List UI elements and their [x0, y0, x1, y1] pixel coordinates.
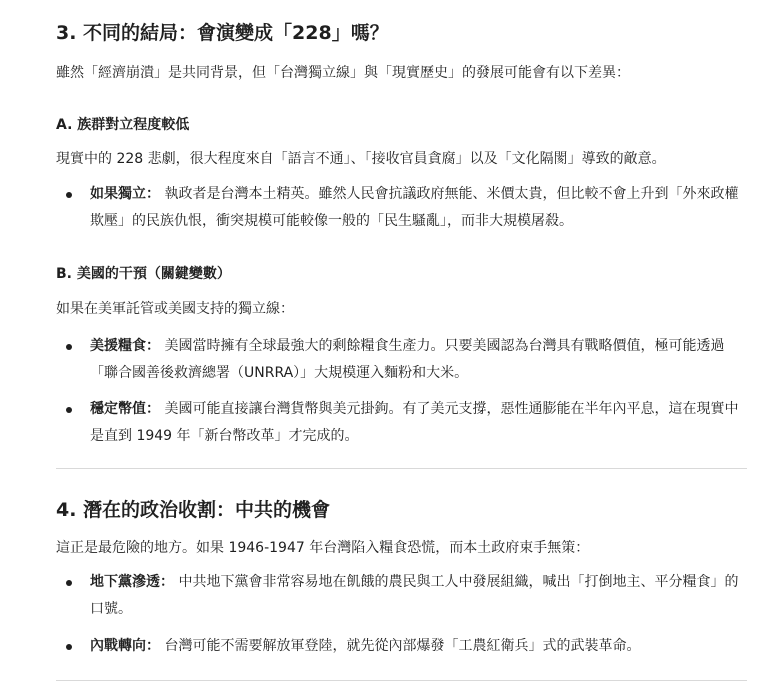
subsection-b-title: B. 美國的干預（關鍵變數） [56, 266, 231, 282]
list-item-text: 執政者是台灣本土精英。雖然人民會抗議政府無能、米價太貴，但比較不會上升到「外來政權欺壓」的民族仇恨，衝突規模可能較像一般的「民生騷亂」，而非大規模屠殺。 [90, 186, 739, 229]
list-item-text: 美國可能直接讓台灣貨幣與美元掛鉤。有了美元支撐，惡性通膨能在半年內平息，這在現實中是直到 1949 年「新台幣改革」才完成的。 [90, 401, 739, 444]
subsection-b-text: 如果在美軍託管或美國支持的獨立線： [56, 301, 294, 317]
subsection-a-text: 現實中的 228 悲劇，很大程度來自「語言不通」、「接收官員貪腐」以及「文化隔閡」導致的敵意。 [56, 151, 666, 167]
list-item-text: 台灣可能不需要解放軍登陸，就先從內部爆發「工農紅衛兵」式的武裝革命。 [160, 638, 641, 654]
list-item-label: 穩定幣值： [90, 401, 160, 417]
bullet-icon [66, 580, 72, 586]
bullet-icon [66, 644, 72, 650]
list-item [56, 181, 746, 235]
section3-title: 3. 不同的結局：會演變成「228」嗎？ [56, 22, 389, 44]
subsection-a-title: A. 族群對立程度較低 [56, 117, 190, 133]
bullet-icon [66, 344, 72, 350]
list-item [56, 333, 746, 387]
list-item-text: 中共地下黨會非常容易地在飢餓的農民與工人中發展組織，喊出「打倒地主、平分糧食」的口號。 [90, 574, 739, 617]
bullet-icon [66, 192, 72, 198]
list-item-label: 內戰轉向： [90, 638, 160, 654]
section-divider [56, 468, 747, 469]
list-item [56, 396, 746, 450]
section4-intro: 這正是最危險的地方。如果 1946-1947 年台灣陷入糧食恐慌，而本土政府束手無策： [56, 540, 590, 556]
section-divider [56, 680, 747, 681]
list-item [56, 569, 746, 623]
section4-title: 4. 潛在的政治收割：中共的機會 [56, 499, 331, 521]
section3-intro: 雖然「經濟崩潰」是共同背景，但「台灣獨立線」與「現實歷史」的發展可能會有以下差異： [56, 65, 630, 81]
bullet-icon [66, 407, 72, 413]
list-item [56, 633, 746, 660]
list-item-label: 美援糧食： [90, 338, 160, 354]
list-item-label: 如果獨立： [90, 186, 160, 202]
list-item-text: 美國當時擁有全球最強大的剩餘糧食生產力。只要美國認為台灣具有戰略價值，極可能透過「聯合國善後救濟總署（UNRRA）」大規模運入麵粉和大米。 [90, 338, 725, 381]
list-item-label: 地下黨滲透： [90, 574, 174, 590]
